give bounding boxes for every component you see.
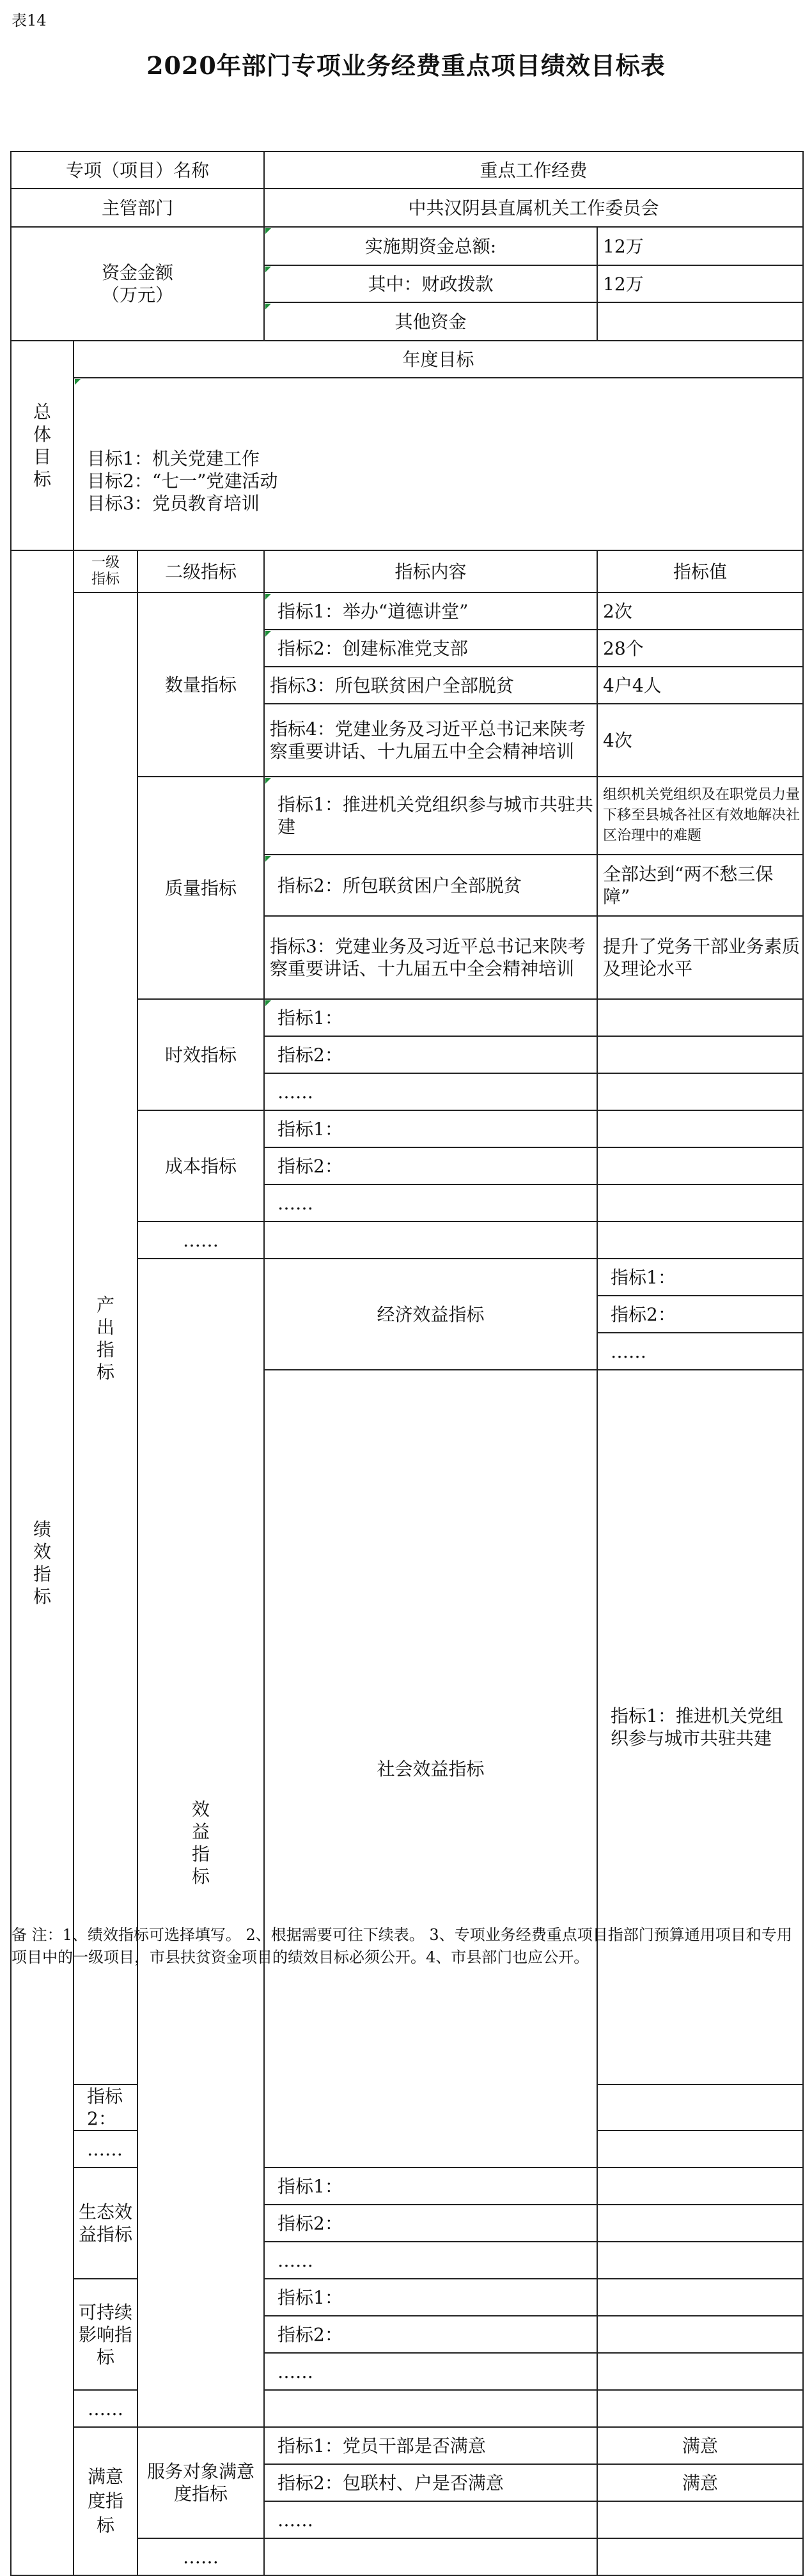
indicator-content: …… [74, 2130, 137, 2168]
indicator-value: 4次 [597, 704, 803, 777]
content-header: 指标内容 [264, 550, 597, 593]
indicator-value [597, 2084, 803, 2130]
table-row [11, 227, 803, 265]
indicator-content [264, 2390, 597, 2427]
indicator-content: 指标1：党员干部是否满意 [264, 2427, 597, 2464]
benefit-indicator-label: 效 益 指 标 [137, 1259, 264, 2427]
table-row [11, 2390, 803, 2427]
indicator-value [597, 2279, 803, 2316]
benefit-more-label: …… [74, 2390, 137, 2427]
output-indicator-label: 产 出 指 标 [74, 593, 137, 2084]
indicator-value [597, 2242, 803, 2279]
department-label: 主管部门 [11, 189, 264, 227]
indicator-content: …… [264, 2242, 597, 2279]
table-row [11, 2427, 803, 2464]
indicator-content: 指标1： [264, 999, 597, 1036]
indicator-content: 指标1：推进机关党组织参与城市共驻共建 [597, 1370, 803, 2084]
quality-indicator-label: 质量指标 [137, 777, 264, 999]
ecological-indicator-label: 生态效益指标 [74, 2168, 137, 2279]
fund-other-label: 其他资金 [264, 302, 597, 341]
department-value: 中共汉阴县直属机关工作委员会 [264, 189, 803, 227]
indicator-content: 指标4：党建业务及习近平总书记来陕考察重要讲话、十九届五中全会精神培训 [264, 704, 597, 777]
indicator-content: 指标2： [264, 1036, 597, 1073]
indicator-content: 指标1：推进机关党组织参与城市共驻共建 [264, 777, 597, 855]
timeliness-indicator-label: 时效指标 [137, 999, 264, 1110]
indicator-value: 满意 [597, 2464, 803, 2501]
indicator-value: 全部达到“两不愁三保障” [597, 855, 803, 916]
table-row [11, 2168, 803, 2205]
indicator-value [597, 2130, 803, 2168]
indicator-content: 指标2： [74, 2084, 137, 2130]
indicator-value [597, 2390, 803, 2427]
indicator-value [597, 2501, 803, 2538]
quantity-indicator-label: 数量指标 [137, 593, 264, 777]
indicator-value [597, 999, 803, 1036]
level1-header: 一级 指标 [74, 550, 137, 593]
indicator-content: 指标2： [597, 1296, 803, 1333]
indicator-content: 指标2：包联村、户是否满意 [264, 2464, 597, 2501]
indicator-value [597, 1184, 803, 1222]
satisfaction-more-label: …… [137, 2538, 264, 2575]
indicator-content: 指标1： [264, 2168, 597, 2205]
fund-label-line2: （万元） [102, 284, 174, 306]
indicator-value [597, 1110, 803, 1147]
indicator-value: 2次 [597, 593, 803, 630]
fund-total-label: 实施期资金总额: [264, 227, 597, 265]
table-row [11, 2279, 803, 2316]
indicator-content: 指标2： [264, 2205, 597, 2242]
indicator-content: 指标1： [264, 2279, 597, 2316]
table-row [11, 378, 803, 550]
indicator-value [597, 2316, 803, 2353]
table-row [11, 550, 803, 593]
indicator-content: …… [264, 2353, 597, 2390]
indicator-content: …… [597, 1333, 803, 1370]
fund-total-value: 12万 [597, 227, 803, 265]
annual-goal-label: 年度目标 [74, 341, 803, 378]
indicator-content: 指标2： [264, 1147, 597, 1184]
indicator-value [597, 2168, 803, 2205]
project-name-label: 专项（项目）名称 [11, 151, 264, 189]
table-row [11, 341, 803, 378]
fund-fiscal-label: 其中：财政拨款 [264, 265, 597, 302]
indicator-value: 组织机关党组织及在职党员力量下移至县城各社区有效地解决社区治理中的难题 [597, 777, 803, 855]
table-row [11, 593, 803, 630]
fund-amount-label [11, 227, 264, 341]
indicator-value [597, 2538, 803, 2575]
indicator-value: 提升了党务干部业务素质及理论水平 [597, 916, 803, 999]
performance-target-table [10, 151, 804, 2576]
goal-item: 目标1：机关党建工作 [87, 447, 260, 469]
service-satisfaction-label: 服务对象满意度指标 [137, 2427, 264, 2538]
indicator-content: …… [264, 1184, 597, 1222]
indicator-content: …… [264, 1073, 597, 1110]
indicator-value: 4户4人 [597, 667, 803, 704]
level2-header: 二级指标 [137, 550, 264, 593]
performance-indicator-label: 绩 效 指 标 [11, 550, 74, 2575]
indicator-content: 指标1：举办“道德讲堂” [264, 593, 597, 630]
indicator-value [597, 1036, 803, 1073]
indicator-value [597, 2205, 803, 2242]
footnote: 备 注：1、绩效指标可选择填写。 2、根据需要可往下续表。 3、专项业务经费重点项目指部门预算通用项目和专用项目中的一级项目，市县扶贫资金项目的绩效目标必须公开。4、市县部门也应公开。 [12, 1926, 792, 1966]
annual-goals [74, 378, 803, 550]
indicator-content: 指标3：党建业务及习近平总书记来陕考察重要讲话、十九届五中全会精神培训 [264, 916, 597, 999]
fund-fiscal-value: 12万 [597, 265, 803, 302]
indicator-content [264, 1222, 597, 1259]
indicator-value [597, 1222, 803, 1259]
project-name-value: 重点工作经费 [264, 151, 803, 189]
output-more-label: …… [137, 1222, 264, 1259]
document-title: 2020年部门专项业务经费重点项目绩效目标表 [146, 51, 666, 80]
fund-other-value [597, 302, 803, 341]
indicator-content: …… [264, 2501, 597, 2538]
social-indicator-label: 社会效益指标 [264, 1370, 597, 2168]
indicator-content: 指标2：所包联贫困户全部脱贫 [264, 855, 597, 916]
indicator-value [597, 1073, 803, 1110]
indicator-content [264, 2538, 597, 2575]
indicator-content: 指标2：创建标准党支部 [264, 630, 597, 667]
satisfaction-indicator-label: 满意 度指 标 [74, 2427, 137, 2575]
overall-goal-label: 总 体 目 标 [11, 341, 74, 550]
economic-indicator-label: 经济效益指标 [264, 1259, 597, 1370]
indicator-value: 28个 [597, 630, 803, 667]
table-number: 表14 [12, 12, 47, 29]
indicator-value [597, 2353, 803, 2390]
goal-item: 目标2：“七一”党建活动 [87, 470, 278, 492]
indicator-value [597, 1147, 803, 1184]
indicator-content: 指标3：所包联贫困户全部脱贫 [264, 667, 597, 704]
cost-indicator-label: 成本指标 [137, 1110, 264, 1222]
indicator-content: 指标2： [264, 2316, 597, 2353]
table-row [11, 189, 803, 227]
fund-label-line1: 资金金额 [102, 262, 174, 283]
sustainable-indicator-label: 可持续影响指标 [74, 2279, 137, 2390]
indicator-content: 指标1： [264, 1110, 597, 1147]
goal-item: 目标3：党员教育培训 [87, 492, 260, 514]
table-row [11, 151, 803, 189]
value-header: 指标值 [597, 550, 803, 593]
indicator-value: 满意 [597, 2427, 803, 2464]
indicator-content: 指标1： [597, 1259, 803, 1296]
